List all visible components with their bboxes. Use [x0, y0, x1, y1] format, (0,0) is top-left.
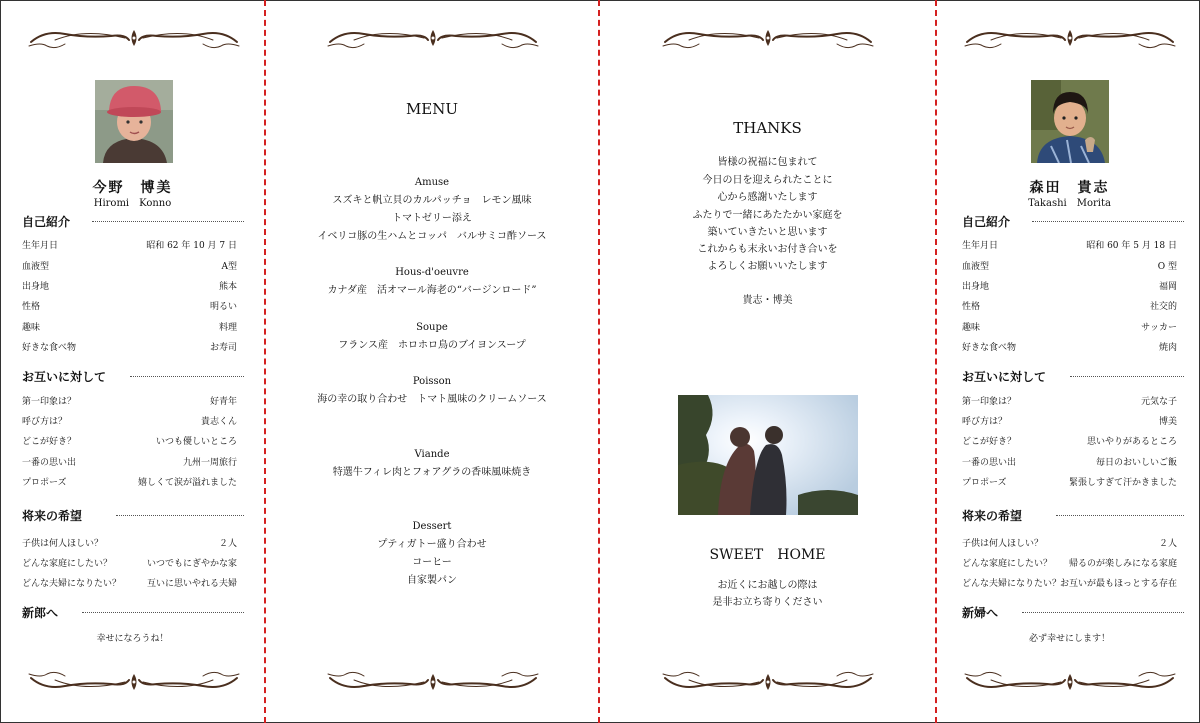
menu-item: プティガトー盛り合わせ [377, 539, 487, 550]
thanks-line: 心から感謝いたします [717, 192, 818, 203]
info-row [962, 340, 1177, 354]
section-title: 新婦へ [962, 604, 1004, 621]
info-row [962, 299, 1177, 313]
section-title: 新郎へ [22, 604, 64, 621]
section-heading-to-partner [962, 604, 1184, 620]
row-label: どんな夫婦になりたい？ [962, 579, 1062, 589]
dotted-rule [1032, 221, 1184, 222]
row-label: 好きな食べ物 [22, 343, 77, 353]
section-title: お互いに対して [962, 368, 1052, 385]
signature: 貴志・博美 [742, 295, 793, 306]
row-label: どんな家庭にしたい？ [22, 559, 113, 569]
name-english: Hiromi Konno [93, 198, 172, 209]
dotted-rule [82, 612, 244, 613]
menu-item: 自家製パン [407, 575, 457, 586]
dotted-rule [1056, 515, 1184, 516]
couple-photo [678, 395, 858, 515]
row-value: 緊張しすぎて汗かきました [1068, 478, 1177, 488]
row-value: O 型 [1157, 262, 1177, 272]
info-row [22, 455, 237, 469]
row-label: 性格 [22, 302, 41, 312]
thanks-line: 今日の日を迎えられたことに [702, 175, 833, 186]
row-label: 血液型 [22, 262, 50, 272]
info-row [22, 299, 237, 313]
row-value: 明るい [209, 302, 237, 312]
course-name: Viande [414, 449, 450, 460]
row-value: 貴志くん [200, 417, 237, 427]
row-value: A型 [221, 262, 237, 272]
info-row [22, 394, 237, 408]
row-value: 九州一周旅行 [182, 458, 237, 468]
message-to-partner: 幸せになろうね！ [96, 634, 169, 644]
row-value: 毎日のおいしいご飯 [1095, 458, 1177, 468]
info-row [22, 556, 237, 570]
info-row [962, 320, 1177, 334]
home-line: 是非お立ち寄りください [712, 597, 823, 608]
name-japanese: 森田 貴志 [1029, 180, 1110, 196]
info-row [22, 259, 237, 273]
row-value: ２人 [1158, 539, 1177, 549]
menu-item: 海の幸の取り合わせ トマト風味のクリームソース [317, 394, 547, 405]
menu-item: トマトゼリー添え [392, 213, 472, 224]
info-row [22, 320, 237, 334]
ornament-bottom-icon [25, 670, 243, 694]
dotted-rule [130, 376, 244, 377]
row-label: 血液型 [962, 262, 990, 272]
row-label: 子供は何人ほしい？ [962, 539, 1044, 549]
info-row [962, 556, 1177, 570]
dotted-rule [116, 515, 244, 516]
row-value: 熊本 [218, 282, 237, 292]
section-title: 自己紹介 [22, 213, 76, 230]
row-label: 子供は何人ほしい？ [22, 539, 104, 549]
course-name: Dessert [412, 521, 452, 532]
thanks-title: THANKS [733, 119, 802, 137]
row-label: 一番の思い出 [962, 458, 1017, 468]
sweet-home-title: SWEET HOME [709, 547, 826, 563]
section-heading-to-partner [22, 604, 244, 620]
menu-item: スズキと帆立貝のカルパッチョ レモン風味 [332, 195, 532, 206]
row-value: 昭和 62 年 10 月 7 日 [146, 241, 237, 251]
row-value: 好青年 [209, 397, 237, 407]
info-row [22, 340, 237, 354]
row-label: どんな家庭にしたい？ [962, 559, 1053, 569]
row-label: プロポーズ [22, 478, 67, 488]
thanks-line: 皆様の祝福に包まれて [717, 157, 818, 168]
thanks-panel [600, 0, 935, 723]
section-heading-intro [962, 213, 1184, 229]
section-heading-mutual [962, 368, 1184, 384]
row-value: お互いが最もほっとする存在 [1059, 579, 1177, 589]
row-value: いつも優しいところ [155, 437, 237, 447]
section-heading-future [962, 507, 1184, 523]
row-label: 趣味 [22, 323, 41, 333]
info-row [962, 434, 1177, 448]
info-row [22, 536, 237, 550]
profile-panel-hiromi [0, 0, 265, 723]
row-value: 互いに思いやれる夫婦 [146, 579, 237, 589]
row-label: 呼び方は？ [962, 417, 1008, 427]
row-value: 元気な子 [1140, 397, 1177, 407]
course-name: Poisson [412, 376, 452, 387]
ornament-top-icon [961, 26, 1179, 50]
row-value: ２人 [218, 539, 237, 549]
thanks-line: 築いていきたいと思います [707, 227, 828, 238]
row-label: どこが好き？ [22, 437, 77, 447]
name-japanese: 今野 博美 [92, 180, 173, 196]
row-label: 好きな食べ物 [962, 343, 1017, 353]
profile-panel-takashi [939, 0, 1200, 723]
name-english: Takashi Morita [1028, 198, 1111, 209]
ornament-top-icon [659, 26, 877, 50]
row-value: 帰るのが楽しみになる家庭 [1068, 559, 1177, 569]
thanks-line: ふたりで一緒にあたたかい家庭を [692, 210, 843, 221]
row-label: 出身地 [962, 282, 990, 292]
row-label: 性格 [962, 302, 981, 312]
info-row [962, 536, 1177, 550]
row-label: 趣味 [962, 323, 981, 333]
row-value: サッカー [1141, 323, 1177, 333]
row-value: 社交的 [1149, 302, 1177, 312]
info-row [22, 414, 237, 428]
row-value: 福岡 [1158, 282, 1177, 292]
menu-item: イベリコ豚の生ハムとコッパ バルサミコ酢ソース [317, 231, 547, 242]
row-value: 嬉しくて涙が溢れました [137, 478, 237, 488]
row-value: いつでもにぎやかな家 [146, 559, 237, 569]
row-value: 博美 [1158, 417, 1177, 427]
row-label: 生年月日 [962, 241, 999, 251]
section-heading-mutual [22, 368, 244, 384]
info-row [22, 434, 237, 448]
menu-panel [266, 0, 598, 723]
child-photo-hiromi [95, 80, 173, 163]
info-row [962, 259, 1177, 273]
info-row [962, 238, 1177, 252]
row-label: 出身地 [22, 282, 50, 292]
info-row [962, 394, 1177, 408]
row-value: お寿司 [209, 343, 237, 353]
section-heading-future [22, 507, 244, 523]
row-label: 生年月日 [22, 241, 59, 251]
ornament-top-icon [324, 26, 542, 50]
section-title: 自己紹介 [962, 213, 1016, 230]
dotted-rule [1022, 612, 1184, 613]
info-row [962, 475, 1177, 489]
home-line: お近くにお越しの際は [717, 580, 818, 591]
row-label: 呼び方は？ [22, 417, 68, 427]
ornament-bottom-icon [961, 670, 1179, 694]
thanks-line: よろしくお願いいたします [707, 261, 828, 272]
row-label: どんな夫婦になりたい？ [22, 579, 122, 589]
row-label: プロポーズ [962, 478, 1007, 488]
thanks-line: これからも末永いお付き合いを [697, 244, 838, 255]
row-value: 焼肉 [1158, 343, 1177, 353]
message-to-partner: 必ず幸せにします！ [1028, 634, 1110, 644]
row-value: 思いやりがあるところ [1086, 437, 1177, 447]
menu-item: 特選牛フィレ肉とフォアグラの香味風味焼き [332, 467, 532, 478]
info-row [962, 279, 1177, 293]
menu-item: カナダ産 活オマール海老の“バージンロード” [327, 285, 537, 296]
row-label: 一番の思い出 [22, 458, 77, 468]
course-name: Hous-d'oeuvre [395, 267, 469, 278]
info-row [22, 279, 237, 293]
child-photo-takashi [1031, 80, 1109, 163]
row-value: 昭和 60 年 5 月 18 日 [1086, 241, 1177, 251]
info-row [22, 576, 237, 590]
info-row [962, 576, 1177, 590]
row-label: どこが好き？ [962, 437, 1017, 447]
dotted-rule [92, 221, 244, 222]
row-label: 第一印象は？ [22, 397, 77, 407]
row-value: 料理 [218, 323, 237, 333]
section-title: 将来の希望 [962, 507, 1028, 524]
course-name: Soupe [416, 322, 448, 333]
info-row [22, 238, 237, 252]
fold-line [935, 0, 937, 723]
info-row [22, 475, 237, 489]
section-title: 将来の希望 [22, 507, 88, 524]
ornament-bottom-icon [659, 670, 877, 694]
menu-item: コーヒー [412, 557, 452, 568]
menu-item: フランス産 ホロホロ鳥のブイヨンスープ [338, 340, 526, 351]
menu-title: MENU [405, 100, 459, 118]
dotted-rule [1070, 376, 1184, 377]
section-heading-intro [22, 213, 244, 229]
row-label: 第一印象は？ [962, 397, 1017, 407]
section-title: お互いに対して [22, 368, 112, 385]
info-row [962, 455, 1177, 469]
ornament-top-icon [25, 26, 243, 50]
info-row [962, 414, 1177, 428]
course-name: Amuse [414, 177, 450, 188]
ornament-bottom-icon [324, 670, 542, 694]
